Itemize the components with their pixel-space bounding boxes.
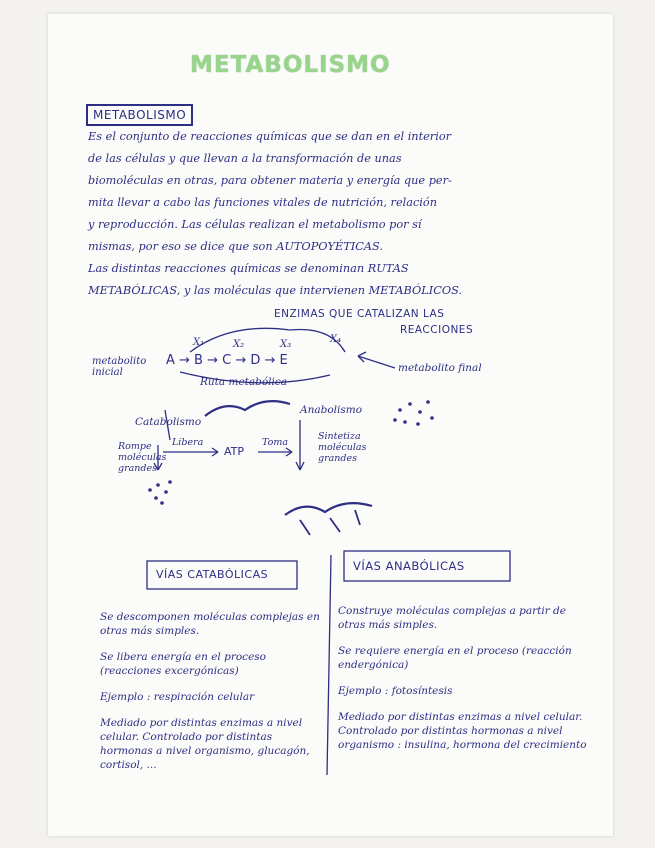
initial-metabolite-line: metabolito (92, 356, 147, 367)
anabolic-item: Mediado por distintas enzimas a nivel celular. Controlado por distintas hormonas a nivel organismo : insulina, hormona del crecimiento (338, 711, 587, 751)
breaks-molecules (118, 441, 166, 474)
page-title: METABOLISMO (190, 52, 391, 78)
route-label: Ruta metabólica (200, 376, 288, 388)
synth-line: Sintetiza (318, 431, 361, 442)
intro-line: mita llevar a cabo las funciones vitales de nutrición, relación (88, 196, 438, 209)
synthesizes (318, 431, 366, 464)
final-metabolite: metabolito final (398, 362, 482, 374)
section-label: METABOLISMO (86, 104, 193, 126)
intro-line: biomoléculas en otras, para obtener materia y energía que per- (88, 174, 452, 187)
initial-metabolite-line: inicial (92, 367, 123, 378)
catabolic-column (100, 610, 322, 784)
enzyme-x1: X₁ (193, 337, 205, 348)
enzyme-x3: X₃ (280, 339, 292, 350)
breaks-line: Rompe (118, 441, 152, 452)
anabolism-label: Anabolismo (300, 404, 363, 416)
catabolism-label: Catabolismo (135, 416, 202, 428)
synth-line: grandes (318, 453, 357, 464)
breaks-line: moléculas (118, 452, 167, 463)
intro-line: Es el conjunto de reacciones químicas que se dan en el interior (88, 130, 452, 143)
catabolic-heading: VÍAS CATABÓLICAS (156, 568, 269, 581)
intro-line: mismas, por eso se dice que son AUTOPOYÉTICAS. (88, 240, 383, 253)
intro-line: y reproducción. Las células realizan el metabolismo por sí (88, 218, 422, 231)
anabolic-item: Se requiere energía en el proceso (reacción endergónica) (338, 645, 572, 671)
anabolic-item: Ejemplo : fotosíntesis (338, 685, 453, 697)
enzymes-label-2: REACCIONES (400, 324, 474, 336)
catabolic-item: Se descomponen moléculas complejas en otras más simples. (100, 611, 320, 637)
atp-label: ATP (224, 445, 245, 458)
intro-line: de las células y que llevan a la transformación de unas (88, 152, 402, 165)
anabolic-heading: VÍAS ANABÓLICAS (353, 559, 465, 573)
catabolic-item: Mediado por distintas enzimas a nivel celular. Controlado por distintas hormonas a nivel organismo, glucagón, cortisol, ... (100, 717, 310, 771)
anabolic-item: Construye moléculas complejas a partir de otras más simples. (338, 605, 566, 631)
intro-line: Las distintas reacciones químicas se denominan RUTAS (88, 262, 409, 275)
catabolic-item: Se libera energía en el proceso (reacciones excergónicas) (100, 651, 266, 677)
takes-label: Toma (262, 437, 288, 448)
anabolic-column (338, 604, 588, 764)
intro-line: METABÓLICAS, y las moléculas que intervienen METABÓLICOS. (88, 284, 463, 297)
enzyme-x4: X₄ (330, 334, 342, 345)
synth-line: moléculas (318, 442, 367, 453)
reaction-chain: A → B → C → D → E (166, 353, 288, 368)
initial-metabolite (92, 356, 146, 378)
enzyme-x2: X₂ (233, 339, 245, 350)
releases-label: Libera (172, 437, 204, 448)
breaks-line: grandes (118, 463, 157, 474)
enzymes-label: ENZIMAS QUE CATALIZAN LAS (274, 308, 445, 320)
catabolic-item: Ejemplo : respiración celular (100, 691, 255, 703)
